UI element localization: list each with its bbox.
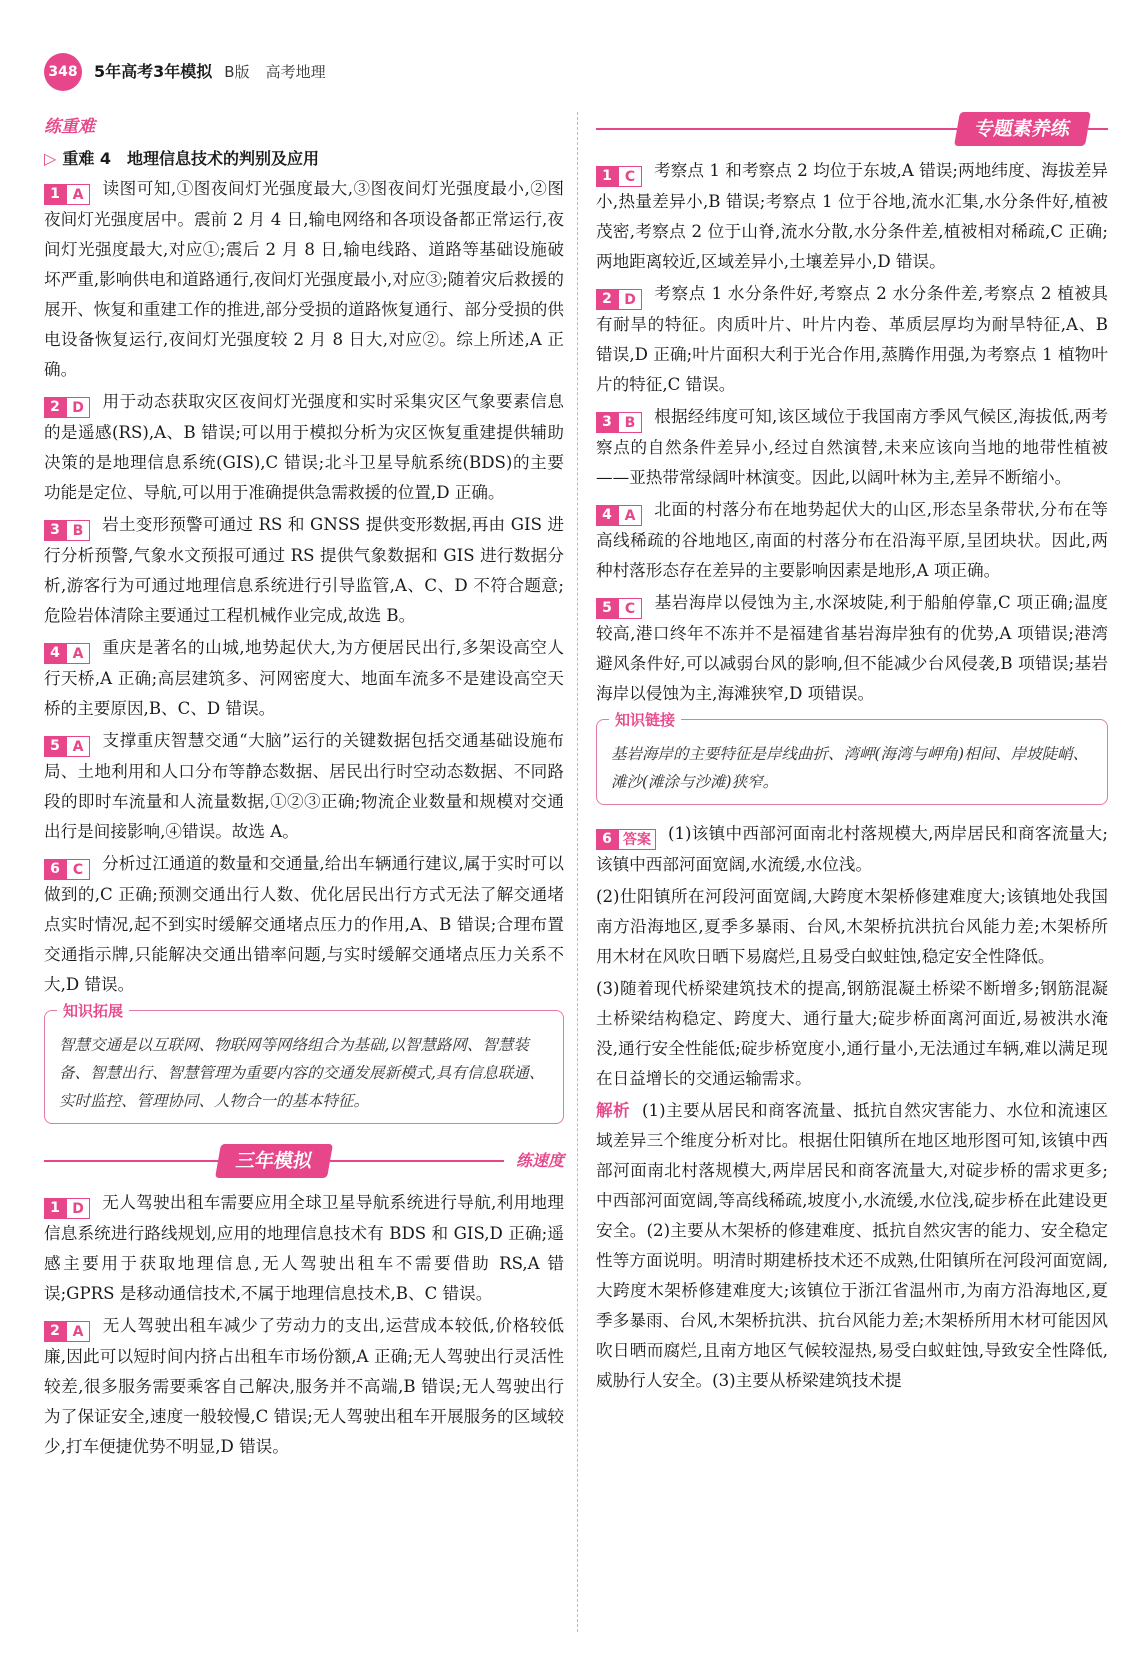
right-column: [596, 112, 1108, 1398]
answer-item: [596, 495, 1108, 586]
question-badge: 6 答案: [596, 829, 656, 850]
question-badge: 5 A: [44, 736, 90, 757]
analysis-label: 解析: [596, 1101, 631, 1120]
analysis-text: (1)主要从居民和商客流量、抵抗自然灾害能力、水位和流速区域差异三个维度分析对比。根据仕阳镇所在地区地形图可知,该镇中西部河面南北村落规模大,两岸居民和商客流量大,对碇步桥的需求更多;中西部河面宽阔,等高线稀疏,坡度小,水流缓,水位浅,碇步桥在此建设更安全。(2)主要从木架桥的修建难度、抵抗自然灾害的能力、安全稳定性等方面说明。明清时期建桥技术还不成熟,仕阳镇所在河段河面宽阔,大跨度木架桥修建难度大;该镇位于浙江省温州市,为南方沿海地区,夏季多暴雨、台风,木架桥抗洪、抗台风能力差;木架桥所用木材可能因风吹日晒而腐烂,且南方地区气候较湿热,易受白蚁蛀蚀,导致安全性降低,威胁行人安全。(3)主要从桥梁建筑技术提: [596, 1101, 1109, 1390]
answer-paragraph: (2)仕阳镇所在河段河面宽阔,大跨度木架桥修建难度大;该镇地处我国南方沿海地区,夏季多暴雨、台风,木架桥抗洪抗台风能力差;木架桥所用木材在风吹日晒下易腐烂,且易受白蚁蛀蚀,稳定安全性降低。: [596, 887, 1108, 966]
question-badge: 1 C: [596, 166, 642, 187]
answer-item: [596, 279, 1108, 400]
three-year-banner: [44, 1144, 564, 1178]
answer-item: [596, 819, 1108, 880]
answer-text: 分析过江通道的数量和交通量,给出车辆通行建议,属于实时可以做到的,C 正确;预测交通出行人数、优化居民出行方式无法了解交通堵点实时情况,起不到实时缓解交通堵点压力的作用,A、B 错误;合理布置交通指示牌,只能解决交通出错率问题,与实时缓解交通堵点压力关系不大,D 错误。: [44, 854, 564, 994]
page-number: 348: [44, 53, 82, 91]
question-badge: 1 A: [44, 184, 90, 205]
banner-line: [596, 128, 957, 130]
box-title: 知识链接: [609, 706, 681, 734]
answer-item: [596, 588, 1108, 709]
topic-literacy-banner: [596, 112, 1108, 146]
question-badge: 5 C: [596, 598, 642, 619]
answer-item: [44, 174, 564, 385]
banner-line: [44, 1160, 218, 1162]
section-tag: 练重难: [44, 117, 95, 137]
question-badge: 2 D: [44, 397, 90, 418]
answer-text: 用于动态获取灾区夜间灯光强度和实时采集灾区气象要素信息的是遥感(RS),A、B 错误;可以用于模拟分析为灾区恢复重建提供辅助决策的是地理信息系统(GIS),C 错误;北斗卫星导航系统(BDS)的主要功能是定位、导航,可以用于准确提供急需救援的位置,D 正确。: [44, 392, 564, 502]
subject-label: 高考地理: [265, 63, 326, 81]
analysis-paragraph: [596, 1096, 1108, 1396]
box-text: 基岩海岸的主要特征是岸线曲折、湾岬(海湾与岬角)相间、岸坡陡峭、滩沙(滩涂与沙滩)狭窄。: [611, 745, 1089, 791]
banner-title: 三年模拟: [215, 1144, 333, 1178]
topic-title: 重难 4 地理信息技术的判别及应用: [62, 149, 320, 168]
answer-item: [44, 726, 564, 847]
answer-item: [44, 387, 564, 508]
knowledge-link-box: [596, 711, 1108, 805]
answer-paragraph: (3)随着现代桥梁建筑技术的提高,钢筋混凝土桥梁不断增多;钢筋混凝土桥梁结构稳定、跨度大、通行量大;碇步桥面离河面近,易被洪水淹没,通行安全性能低;碇步桥宽度小,通行量小,无法通过车辆,难以满足现在日益增长的交通运输需求。: [596, 979, 1108, 1088]
page-header: [44, 54, 326, 90]
answer-text: 支撑重庆智慧交通“大脑”运行的关键数据包括交通基础设施布局、土地利用和人口分布等静态数据、居民出行时空动态数据、不同路段的即时车流量和人流量数据,①②③正确;物流企业数量和规模对交通出行是间接影响,④错误。故选 A。: [44, 731, 564, 841]
answer-text: 基岩海岸以侵蚀为主,水深坡陡,利于船舶停靠,C 项正确;温度较高,港口终年不冻并不是福建省基岩海岸独有的优势,A 项错误;港湾避风条件好,可以减弱台风的影响,但不能减少台风侵袭,B 项错误;基岩海岸以侵蚀为主,海滩狭窄,D 项错误。: [596, 593, 1108, 703]
question-badge: 4 A: [44, 643, 90, 664]
answer-text: 北面的村落分布在地势起伏大的山区,形态呈条带状,分布在等高线稀疏的谷地地区,南面的村落分布在沿海平原,呈团块状。因此,两种村落形态存在差异的主要影响因素是地形,A 项正确。: [596, 500, 1108, 580]
answer-text: 考察点 1 水分条件好,考察点 2 水分条件差,考察点 2 植被具有耐旱的特征。肉质叶片、叶片内卷、革质层厚均为耐旱特征,A、B 错误,D 正确;叶片面积大利于光合作用,蒸腾作用强,为考察点 1 植物叶片的特征,C 错误。: [596, 284, 1108, 394]
answer-item: [44, 510, 564, 631]
answer-item: [44, 1188, 564, 1309]
banner-line: [330, 1160, 504, 1162]
question-badge: 3 B: [596, 412, 642, 433]
answer-text: (1)该镇中西部河面南北村落规模大,两岸居民和商客流量大;该镇中西部河面宽阔,水流缓,水位浅。: [596, 824, 1108, 874]
answer-text: 考察点 1 和考察点 2 均位于东坡,A 错误;两地纬度、海拔差异小,热量差异小,B 错误;考察点 1 位于谷地,流水汇集,水分条件好,植被茂密,考察点 2 位于山脊,流水分散,水分条件差,植被相对稀疏,C 正确;两地距离较近,区域差异小,土壤差异小,D 错误。: [596, 161, 1108, 271]
answer-item: [596, 156, 1108, 277]
answer-item: [596, 402, 1108, 493]
banner-title: 专题素养练: [954, 112, 1091, 146]
question-badge: 4 A: [596, 505, 642, 526]
question-badge: 2 D: [596, 289, 642, 310]
box-title: 知识拓展: [57, 997, 129, 1025]
answer-text: 无人驾驶出租车需要应用全球卫星导航系统进行导航,利用地理信息系统进行路线规划,应用的地理信息技术有 BDS 和 GIS,D 正确;遥感主要用于获取地理信息,无人驾驶出租车不需要借助 RS,A 错误;GPRS 是移动通信技术,不属于地理信息技术,B、C 错误。: [44, 1193, 564, 1303]
answer-text: 读图可知,①图夜间灯光强度最大,③图夜间灯光强度最小,②图夜间灯光强度居中。震前 2 月 4 日,输电网络和各项设备都正常运行,夜间灯光强度最大,对应①;震后 2 月 8 日,输电线路、道路等基础设施破坏严重,影响供电和道路通行,夜间灯光强度最小,对应③;随着灾后救援的展开、恢复和重建工作的推进,部分受损的道路恢复通行、部分受损的供电设备恢复运行,夜间灯光强度较 2 月 8 日大,对应②。综上所述,A 正确。: [44, 179, 564, 379]
question-badge: 1 D: [44, 1198, 90, 1219]
answer-item: [44, 633, 564, 724]
box-text: 智慧交通是以互联网、物联网等网络组合为基础,以智慧路网、智慧装备、智慧出行、智慧管理为重要内容的交通发展新模式,具有信息联通、实时监控、管理协同、人物合一的基本特征。: [59, 1036, 545, 1110]
column-divider: [577, 112, 578, 1632]
left-column: [44, 112, 564, 1464]
answer-item: [44, 849, 564, 1000]
question-badge: 2 A: [44, 1321, 90, 1342]
knowledge-extension-box: [44, 1002, 564, 1124]
question-badge: 3 B: [44, 520, 90, 541]
triangle-icon: ▷: [44, 149, 57, 168]
series-title: 5年高考3年模拟: [94, 62, 213, 81]
answer-text: 岩土变形预警可通过 RS 和 GNSS 提供变形数据,再由 GIS 进行分析预警,气象水文预报可通过 RS 提供气象数据和 GIS 进行数据分析,游客行为可通过地理信息系统进行引导监管,A、C、D 不符合题意;危险岩体清除主要通过工程机械作业完成,故选 B。: [44, 515, 564, 625]
edition-label: B版: [224, 63, 250, 81]
question-badge: 6 C: [44, 859, 90, 880]
answer-text: 无人驾驶出租车减少了劳动力的支出,运营成本较低,价格较低廉,因此可以短时间内挤占出租车市场份额,A 正确;无人驾驶出行灵活性较差,很多服务需要乘客自己解决,服务并不高端,B 错误;无人驾驶出行为了保证安全,速度一般较慢,C 错误;无人驾驶出租车开展服务的区域较少,打车便捷优势不明显,D 错误。: [44, 1316, 564, 1456]
answer-item: [44, 1311, 564, 1462]
answer-text: 根据经纬度可知,该区域位于我国南方季风气候区,海拔低,两考察点的自然条件差异小,经过自然演替,未来应该向当地的地带性植被——亚热带常绿阔叶林演变。因此,以阔叶林为主,差异不断缩小。: [596, 407, 1108, 487]
answer-text: 重庆是著名的山城,地势起伏大,为方便居民出行,多架设高空人行天桥,A 正确;高层建筑多、河网密度大、地面车流多不是建设高空天桥的主要原因,B、C、D 错误。: [44, 638, 564, 718]
banner-line: [1088, 128, 1108, 130]
banner-subtitle: 练速度: [515, 1151, 564, 1170]
topic-heading: [44, 144, 564, 174]
